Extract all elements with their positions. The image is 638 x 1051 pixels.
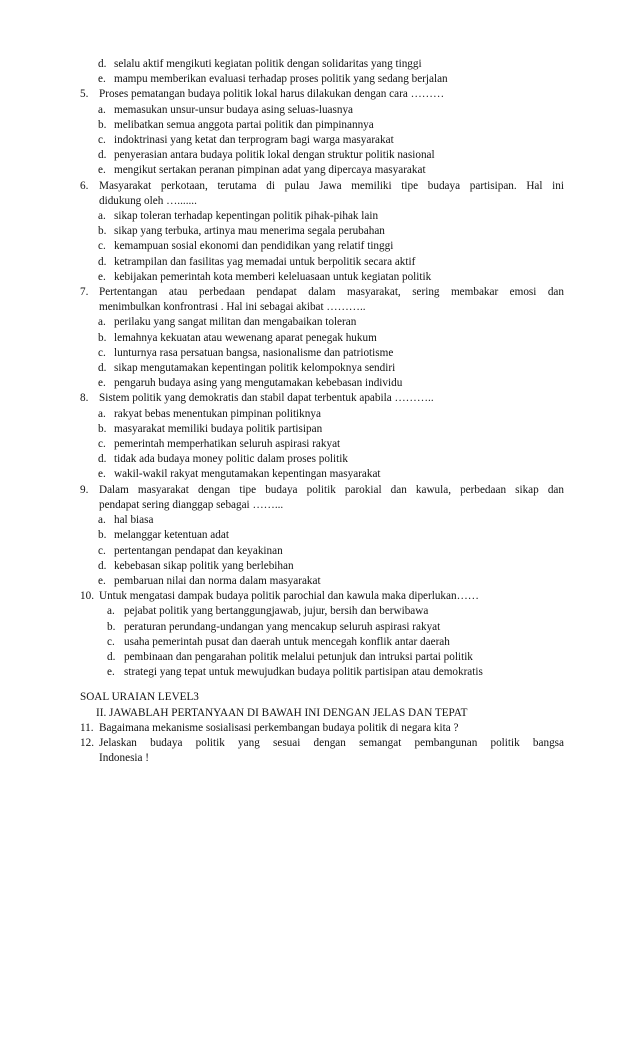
option-a <box>80 407 564 422</box>
option-letter: b. <box>98 225 107 238</box>
option-letter: b. <box>107 620 116 633</box>
option-letter: d. <box>98 559 107 572</box>
option-letter: d. <box>98 58 107 70</box>
question-text: Sistem politik yang demokratis dan stabil dapat terbentuk apabila ……….. <box>99 392 434 405</box>
option-text: penyerasian antara budaya politik lokal dengan struktur politik nasional <box>114 149 435 162</box>
option-text: melanggar ketentuan adat <box>114 529 229 542</box>
question-text: Proses pematangan budaya politik lokal harus dilakukan dengan cara ……… <box>99 88 445 101</box>
option-letter: e. <box>98 574 106 587</box>
option-text: memasukan unsur-unsur budaya asing seluas-luasnya <box>114 103 354 116</box>
option-c <box>80 635 564 650</box>
question-text-line: Pertentangan atau perbedaan pendapat dalam masyarakat, sering membakar emosi dan <box>99 286 564 299</box>
option-e <box>80 72 564 87</box>
question-stem <box>80 87 564 102</box>
option-text: pertentangan pendapat dan keyakinan <box>114 544 283 557</box>
option-text: strategi yang tepat untuk mewujudkan budaya politik partisipan atau demokratis <box>124 666 483 679</box>
option-text: perilaku yang sangat militan dan mengabaikan toleran <box>114 316 357 329</box>
option-b <box>80 331 564 346</box>
option-text: melibatkan semua anggota partai politik dan pimpinannya <box>114 118 374 131</box>
question-stem <box>80 721 564 736</box>
option-c <box>80 133 564 148</box>
question-text-line: Indonesia ! <box>99 752 150 765</box>
option-text: pejabat politik yang bertanggungjawab, jujur, bersih dan berwibawa <box>124 605 429 618</box>
option-d <box>80 559 564 574</box>
option-c <box>80 544 564 559</box>
question-number: 9. <box>80 483 89 496</box>
option-d <box>80 452 564 467</box>
option-b <box>80 528 564 543</box>
option-letter: e. <box>98 164 106 177</box>
carry-over-options <box>80 57 564 87</box>
option-letter: c. <box>107 635 115 648</box>
question-number: 11. <box>80 721 94 734</box>
option-c <box>80 437 564 452</box>
option-text: kemampuan sosial ekonomi dan pendidikan yang relatif tinggi <box>114 240 394 253</box>
option-letter: d. <box>107 650 116 663</box>
question-text: Bagaimana mekanisme sosialisasi perkembangan budaya politik di negara kita ? <box>99 721 459 734</box>
option-d <box>80 148 564 163</box>
option-text: usaha pemerintah pusat dan daerah untuk mencegah konflik antar daerah <box>124 635 450 648</box>
option-text: pemerintah memperhatikan seluruh aspirasi rakyat <box>114 438 341 451</box>
option-letter: a. <box>107 605 115 618</box>
option-letter: c. <box>98 240 106 253</box>
option-b <box>80 224 564 239</box>
option-text: peraturan perundang-undangan yang mencakup seluruh aspirasi rakyat <box>124 620 441 633</box>
section-title: SOAL URAIAN LEVEL3 <box>80 691 199 704</box>
section-subtitle: II. JAWABLAH PERTANYAAN DI BAWAH INI DENGAN JELAS DAN TEPAT <box>96 706 468 719</box>
question-number: 6. <box>80 179 89 192</box>
option-letter: c. <box>98 134 106 147</box>
option-letter: a. <box>98 514 106 527</box>
question-number: 8. <box>80 392 89 405</box>
option-text: sikap toleran terhadap kepentingan politik pihak-pihak lain <box>114 210 379 223</box>
option-letter: d. <box>98 255 107 268</box>
option-b <box>80 620 564 635</box>
question-number: 5. <box>80 88 89 101</box>
option-d <box>80 57 564 72</box>
option-a <box>80 604 564 619</box>
option-letter: e. <box>98 270 106 283</box>
question-5 <box>80 87 564 178</box>
option-a <box>80 209 564 224</box>
question-stem <box>80 179 564 209</box>
option-text: kebebasan sikap politik yang berlebihan <box>114 559 294 572</box>
question-text-line: didukung oleh …....... <box>99 194 197 207</box>
option-letter: b. <box>98 118 107 131</box>
question-stem <box>80 391 564 406</box>
option-text: pengaruh budaya asing yang mengutamakan kebebasan individu <box>114 377 403 390</box>
question-text: Untuk mengatasi dampak budaya politik parochial dan kawula maka diperlukan…… <box>99 590 479 603</box>
question-text-line: Dalam masyarakat dengan tipe budaya politik parokial dan kawula, perbedaan sikap dan <box>99 483 564 496</box>
option-letter: c. <box>98 346 106 359</box>
question-7 <box>80 285 564 391</box>
option-text: sikap mengutamakan kepentingan politik kelompoknya sendiri <box>114 362 396 375</box>
option-c <box>80 239 564 254</box>
option-d <box>80 361 564 376</box>
option-text: mampu memberikan evaluasi terhadap proses politik yang sedang berjalan <box>114 73 448 86</box>
option-text: rakyat bebas menentukan pimpinan politiknya <box>114 407 321 420</box>
question-number: 12. <box>80 736 94 749</box>
option-letter: e. <box>107 666 115 679</box>
option-letter: c. <box>98 544 106 557</box>
option-e <box>80 574 564 589</box>
question-text-line: pendapat sering dianggap sebagai ……... <box>99 498 284 511</box>
question-6 <box>80 179 564 285</box>
question-text-line: Masyarakat perkotaan, terutama di pulau Jawa memiliki tipe budaya partisipan. Hal ini <box>99 179 564 192</box>
option-letter: b. <box>98 422 107 435</box>
option-text: indoktrinasi yang ketat dan terprogram bagi warga masyarakat <box>114 134 394 147</box>
option-e <box>80 376 564 391</box>
option-a <box>80 103 564 118</box>
option-a <box>80 513 564 528</box>
option-letter: b. <box>98 331 107 344</box>
option-letter: d. <box>98 362 107 375</box>
option-text: ketrampilan dan fasilitas yag memadai untuk berpolitik secara aktif <box>114 255 416 268</box>
option-text: tidak ada budaya money politic dalam proses politik <box>114 453 348 466</box>
question-number: 10. <box>80 590 94 603</box>
option-text: lemahnya kekuatan atau wewenang aparat penegak hukum <box>114 331 377 344</box>
option-letter: a. <box>98 407 106 420</box>
option-letter: a. <box>98 316 106 329</box>
option-letter: d. <box>98 149 107 162</box>
question-stem <box>80 736 564 766</box>
option-letter: e. <box>98 377 106 390</box>
option-text: kebijakan pemerintah kota memberi keleluasaan untuk kegiatan politik <box>114 270 432 283</box>
question-number: 7. <box>80 286 89 299</box>
option-letter: b. <box>98 529 107 542</box>
option-letter: d. <box>98 453 107 466</box>
option-text: lunturnya rasa persatuan bangsa, nasionalisme dan patriotisme <box>114 346 394 359</box>
option-text: selalu aktif mengikuti kegiatan politik dengan solidaritas yang tinggi <box>114 58 422 70</box>
option-e <box>80 467 564 482</box>
option-text: hal biasa <box>114 514 154 527</box>
option-text: mengikut sertakan peranan pimpinan adat yang dipercaya masyarakat <box>114 164 426 177</box>
option-letter: e. <box>98 468 106 481</box>
option-text: pembaruan nilai dan norma dalam masyarakat <box>114 574 321 587</box>
document-page <box>80 57 564 766</box>
option-e <box>80 163 564 178</box>
option-letter: a. <box>98 103 106 116</box>
section-spacer <box>80 680 564 690</box>
option-text: sikap yang terbuka, artinya mau menerima segala perubahan <box>114 225 385 238</box>
option-text: pembinaan dan pengarahan politik melalui petunjuk dan intruksi partai politik <box>124 650 473 663</box>
option-b <box>80 422 564 437</box>
question-stem <box>80 589 564 604</box>
option-d <box>80 255 564 270</box>
option-letter: a. <box>98 210 106 223</box>
question-stem <box>80 483 564 513</box>
option-e <box>80 270 564 285</box>
essay-question-11 <box>80 721 564 736</box>
option-d <box>80 650 564 665</box>
question-text-line: Jelaskan budaya politik yang sesuai dengan semangat pembangunan politik bangsa <box>99 736 564 749</box>
question-text-line: menimbulkan konfrontrasi . Hal ini sebagai akibat ……….. <box>99 301 366 314</box>
essay-question-12 <box>80 736 564 766</box>
question-8 <box>80 391 564 482</box>
option-letter: c. <box>98 438 106 451</box>
option-c <box>80 346 564 361</box>
option-text: masyarakat memiliki budaya politik partisipan <box>114 422 323 435</box>
option-b <box>80 118 564 133</box>
option-a <box>80 315 564 330</box>
question-stem <box>80 285 564 315</box>
option-letter: e. <box>98 73 106 86</box>
option-text: wakil-wakil rakyat mengutamakan kepentingan masyarakat <box>114 468 381 481</box>
question-9 <box>80 483 564 589</box>
question-10 <box>80 589 564 680</box>
option-e <box>80 665 564 680</box>
